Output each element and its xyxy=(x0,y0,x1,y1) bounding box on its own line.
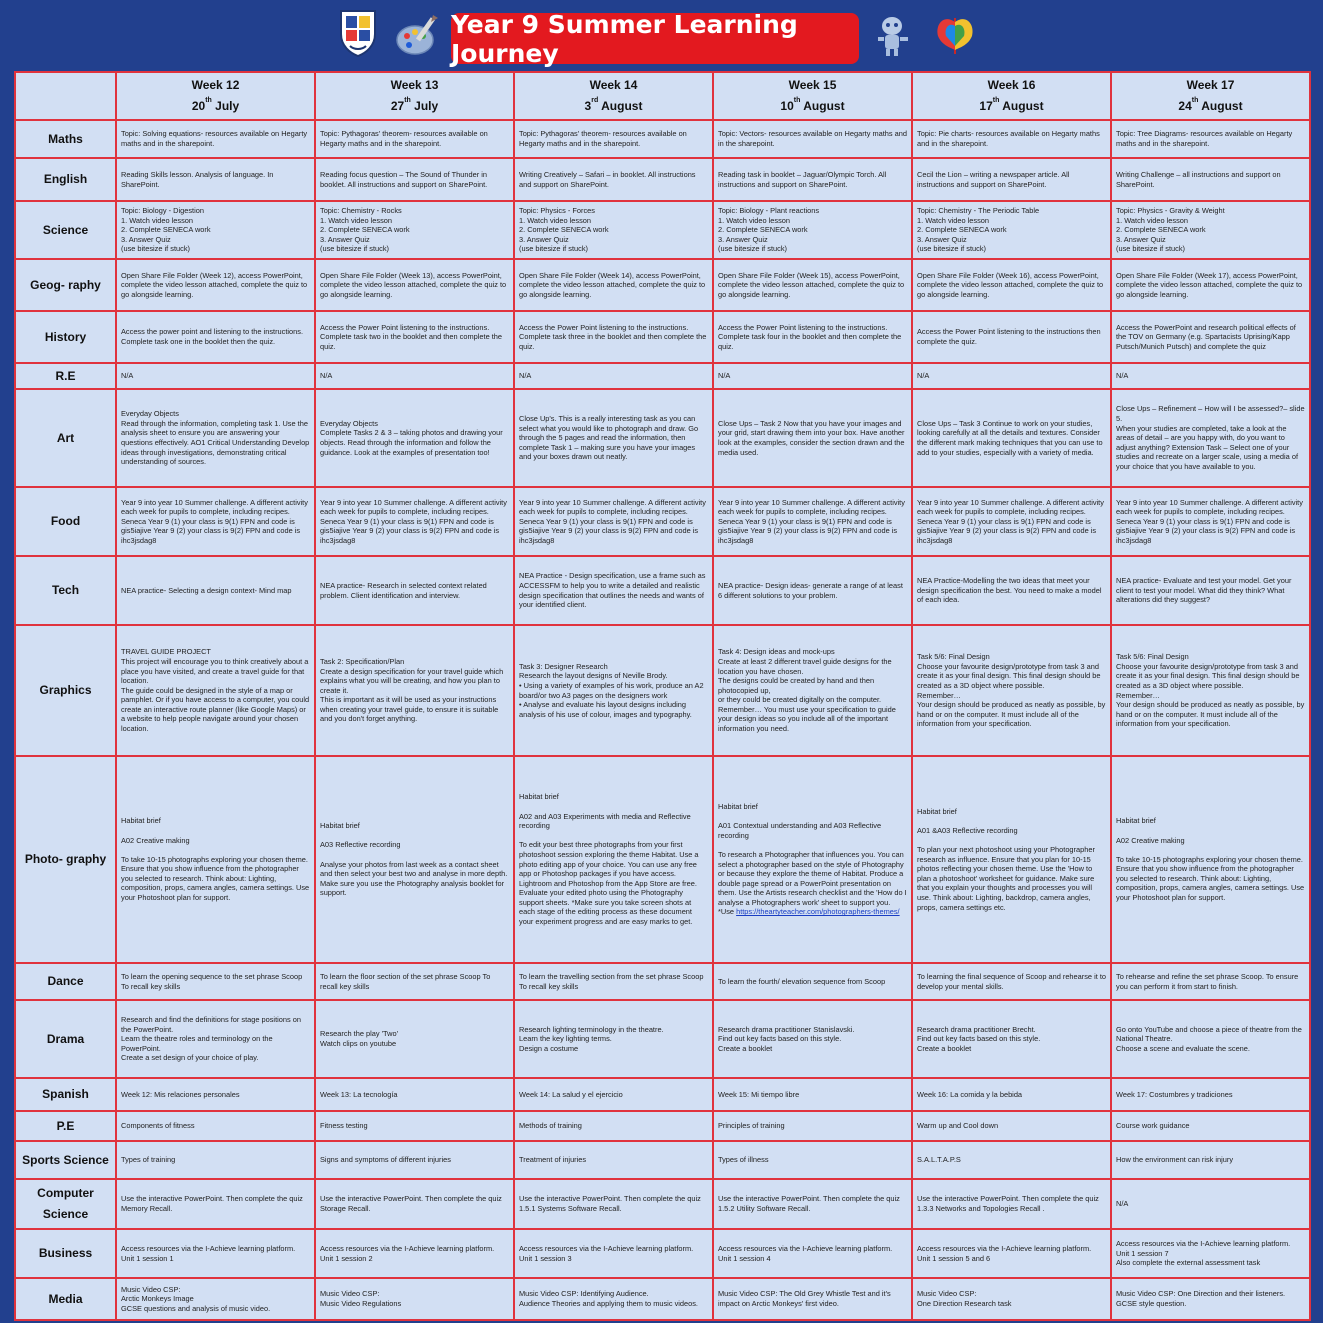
lesson-cell: Access resources via the I-Achieve learning platform. Unit 1 session 4 xyxy=(713,1229,912,1278)
lesson-cell: Topic: Pythagoras' theorem- resources available on Hegarty maths and in the sharepoint. xyxy=(514,120,713,158)
lesson-cell: Research drama practitioner Stanislavski. Find out key facts based on this style. Create a booklet xyxy=(713,1000,912,1078)
subject-row xyxy=(15,1141,1310,1179)
lesson-cell: Go onto YouTube and choose a piece of theatre from the National Theatre. Choose a scene and evaluate the scene. xyxy=(1111,1000,1310,1078)
lesson-cell: To learn the opening sequence to the set phrase Scoop To recall key skills xyxy=(116,963,315,1000)
lesson-cell: Access resources via the I-Achieve learning platform. Unit 1 session 2 xyxy=(315,1229,514,1278)
subject-label: Maths xyxy=(15,120,116,158)
lesson-cell: Access the Power Point listening to the instructions. Complete task two in the booklet and then complete the quiz. xyxy=(315,311,514,363)
lesson-cell: Reading task in booklet – Jaguar/Olympic Torch. All instructions and support on SharePoint. xyxy=(713,158,912,201)
lesson-cell: Close Ups – Task 3 Continue to work on your studies, looking carefully at all the details and textures. Consider the different mark making techniques that you can use to add to your studies, especially with a variety of media. xyxy=(912,389,1111,487)
lesson-cell: NEA practice- Design ideas- generate a range of at least 6 different solutions to your problem. xyxy=(713,556,912,625)
subject-row xyxy=(15,1000,1310,1078)
subject-row xyxy=(15,259,1310,311)
lesson-cell: Task 2: Specification/Plan Create a design specification for your travel guide which explains what you will be creating, and how you plan to create it. This is important as it will be used as your instructions when creating your travel guide, to ensure it is suitable and you don't forget anything. xyxy=(315,625,514,756)
lesson-cell: Week 13: La tecnología xyxy=(315,1078,514,1111)
lesson-cell: Topic: Chemistry - Rocks 1. Watch video lesson 2. Complete SENECA work 3. Answer Quiz (use bitesize if stuck) xyxy=(315,201,514,259)
lesson-cell: Methods of training xyxy=(514,1111,713,1141)
lesson-cell xyxy=(713,756,912,963)
lesson-cell: Year 9 into year 10 Summer challenge. A different activity each week for pupils to complete, including recipes. Seneca Year 9 (1) your class is 9(1) FPN and code is gis5iajive Year 9 (2) your class is 9(2) FPN and code is ihc3jsdag8 xyxy=(315,487,514,556)
lesson-cell: Open Share File Folder (Week 13), access PowerPoint, complete the video lesson attached, complete the quiz to go alongside learning. xyxy=(315,259,514,311)
lesson-cell: How the environment can risk injury xyxy=(1111,1141,1310,1179)
lesson-cell: Task 3: Designer Research Research the layout designs of Neville Brody. • Using a variety of examples of his work, produce an A2 board/or two A3 pages on the designers work • Analyse and evaluate his layout designs including analysis of his use of colour, images and typography. xyxy=(514,625,713,756)
lesson-cell: NEA practice- Selecting a design context- Mind map xyxy=(116,556,315,625)
week-header: Week 15 10th August xyxy=(713,72,912,120)
page-title: Year 9 Summer Learning Journey xyxy=(451,13,859,64)
lesson-cell: Access resources via the I-Achieve learning platform. Unit 1 session 7 Also complete the external assessment task xyxy=(1111,1229,1310,1278)
subject-row xyxy=(15,311,1310,363)
subject-label: Drama xyxy=(15,1000,116,1078)
lesson-cell: Open Share File Folder (Week 15), access PowerPoint, complete the video lesson attached, complete the quiz to go alongside learning. xyxy=(713,259,912,311)
subject-row xyxy=(15,1179,1310,1229)
lesson-cell: Habitat brief A02 Creative making To take 10-15 photographs exploring your chosen theme. Ensure that you show influence from the photographer you selected to research. Think about: Lighting, composition, props, camera angles, camera settings. Use your Photoshoot plan for support. xyxy=(1111,756,1310,963)
subject-label: English xyxy=(15,158,116,201)
lesson-cell: Everyday Objects Read through the information, completing task 1. Use the analysis sheet to ensure you are answering your questions effectively. AO1 Critical Understanding Develop ideas through investigations, demonstrating critical understanding of sources. xyxy=(116,389,315,487)
lesson-cell: To learn the fourth/ elevation sequence from Scoop xyxy=(713,963,912,1000)
subject-row xyxy=(15,487,1310,556)
subject-label: Media xyxy=(15,1278,116,1320)
subject-label: Photo- graphy xyxy=(15,756,116,963)
lesson-cell: Habitat brief A02 Creative making To take 10-15 photographs exploring your chosen theme. Ensure that you show influence from the photographer you selected to research. Think about: Lighting, composition, props, camera angles, camera settings. Use your Photoshoot plan for support. xyxy=(116,756,315,963)
lesson-cell: Open Share File Folder (Week 14), access PowerPoint, complete the video lesson attached, complete the quiz to go alongside learning. xyxy=(514,259,713,311)
lesson-cell: Writing Challenge – all instructions and support on SharePoint. xyxy=(1111,158,1310,201)
lesson-cell: Week 14: La salud y el ejercicio xyxy=(514,1078,713,1111)
lesson-cell: Fitness testing xyxy=(315,1111,514,1141)
subject-label: R.E xyxy=(15,363,116,389)
lesson-cell: Topic: Physics - Gravity & Weight 1. Watch video lesson 2. Complete SENECA work 3. Answer Quiz (use bitesize if stuck) xyxy=(1111,201,1310,259)
learning-journey-table xyxy=(14,71,1311,1321)
subject-label: Sports Science xyxy=(15,1141,116,1179)
lesson-cell: Week 16: La comida y la bebida xyxy=(912,1078,1111,1111)
lesson-cell: Use the interactive PowerPoint. Then complete the quiz 1.5.1 Systems Software Recall. xyxy=(514,1179,713,1229)
subject-row xyxy=(15,1229,1310,1278)
lesson-cell: Habitat brief A01 &A03 Reflective recording To plan your next photoshoot using your Photographer research as influence. Ensure that you plan for 10-15 photos reflecting your chosen theme. Use the 'How to plan a photoshoot' worksheet for guidance. Make sure that you explain your thoughts and processes you will use. Think about: Lighting, backdrop, camera angles, props, camera settings etc. xyxy=(912,756,1111,963)
week-header: Week 12 20th July xyxy=(116,72,315,120)
lesson-cell: Topic: Solving equations- resources available on Hegarty maths and in the sharepoint. xyxy=(116,120,315,158)
lesson-cell: S.A.L.T.A.P.S xyxy=(912,1141,1111,1179)
lesson-cell: Topic: Vectors- resources available on Hegarty maths and in the sharepoint. xyxy=(713,120,912,158)
lesson-cell: Year 9 into year 10 Summer challenge. A different activity each week for pupils to complete, including recipes. Seneca Year 9 (1) your class is 9(1) FPN and code is gis5iajive Year 9 (2) your class is 9(2) FPN and code is ihc3jsdag8 xyxy=(713,487,912,556)
lesson-cell: Principles of training xyxy=(713,1111,912,1141)
lesson-cell: Year 9 into year 10 Summer challenge. A different activity each week for pupils to complete, including recipes. Seneca Year 9 (1) your class is 9(1) FPN and code is gis5iajive Year 9 (2) your class is 9(2) FPN and code is ihc3jsdag8 xyxy=(912,487,1111,556)
subject-label: Dance xyxy=(15,963,116,1000)
lesson-cell: Writing Creatively – Safari – in booklet. All instructions and support on SharePoint. xyxy=(514,158,713,201)
lesson-cell: NEA practice- Evaluate and test your model. Get your client to test your model. What did they think? What alterations did they suggest? xyxy=(1111,556,1310,625)
lesson-cell: Task 5/6: Final Design Choose your favourite design/prototype from task 3 and create it as your final design. This final design should be created as a 3D object where possible. Remember… Your design should be produced as neatly as possible, by hand or on the computer. It must include all of the information from your specification. xyxy=(1111,625,1310,756)
subject-label: Computer Science xyxy=(15,1179,116,1229)
lesson-cell: Research lighting terminology in the theatre. Learn the key lighting terms. Design a costume xyxy=(514,1000,713,1078)
subject-row xyxy=(15,363,1310,389)
lesson-cell: Close Ups – Refinement – How will I be assessed?– slide 5. When your studies are completed, take a look at the areas of detail – are you happy with, do you want to adjust anything? Extension Task – Select one of your studies and recreate on a larger scale, using a media of your choice that you have available to you. xyxy=(1111,389,1310,487)
lesson-cell: Close Ups – Task 2 Now that you have your images and your grid, start drawing them into your box. Have another look at the examples, consider the section drawn and the media used. xyxy=(713,389,912,487)
lesson-cell: Task 4: Design ideas and mock-ups Create at least 2 different travel guide designs for the location you have chosen. The designs could be created by hand and then photocopied up, or they could be created digitally on the computer. Remember… You must use your specification to guide your design ideas so you include all of the important information you need. xyxy=(713,625,912,756)
subject-row xyxy=(15,120,1310,158)
header xyxy=(0,0,1323,70)
lesson-cell: N/A xyxy=(116,363,315,389)
subject-row xyxy=(15,963,1310,1000)
subject-row xyxy=(15,201,1310,259)
lesson-cell: Use the interactive PowerPoint. Then complete the quiz 1.3.3 Networks and Topologies Recall . xyxy=(912,1179,1111,1229)
lesson-cell: Components of fitness xyxy=(116,1111,315,1141)
subject-label: Food xyxy=(15,487,116,556)
lesson-cell: Course work guidance xyxy=(1111,1111,1310,1141)
lesson-cell: Use the interactive PowerPoint. Then complete the quiz Storage Recall. xyxy=(315,1179,514,1229)
lesson-cell: N/A xyxy=(1111,363,1310,389)
subject-label: Business xyxy=(15,1229,116,1278)
lesson-cell: Access resources via the I-Achieve learning platform. Unit 1 session 1 xyxy=(116,1229,315,1278)
subject-row xyxy=(15,1278,1310,1320)
subject-row xyxy=(15,1078,1310,1111)
lesson-cell: Reading focus question – The Sound of Thunder in booklet. All instructions and support on SharePoint. xyxy=(315,158,514,201)
lesson-cell: Access the Power Point listening to the instructions. Complete task three in the booklet and then complete the quiz. xyxy=(514,311,713,363)
lesson-cell: Week 15: Mi tiempo libre xyxy=(713,1078,912,1111)
lesson-cell: Use the interactive PowerPoint. Then complete the quiz 1.5.2 Utility Software Recall. xyxy=(713,1179,912,1229)
lesson-cell: Week 12: Mis relaciones personales xyxy=(116,1078,315,1111)
subject-label: Art xyxy=(15,389,116,487)
week-header: Week 17 24th August xyxy=(1111,72,1310,120)
lesson-cell: To learning the final sequence of Scoop and rehearse it to develop your mental skills. xyxy=(912,963,1111,1000)
lesson-cell: Warm up and Cool down xyxy=(912,1111,1111,1141)
subject-row xyxy=(15,556,1310,625)
lesson-cell: Topic: Physics - Forces 1. Watch video lesson 2. Complete SENECA work 3. Answer Quiz (use bitesize if stuck) xyxy=(514,201,713,259)
subject-label: Spanish xyxy=(15,1078,116,1111)
subject-label: History xyxy=(15,311,116,363)
subject-label: Tech xyxy=(15,556,116,625)
lesson-cell: Year 9 into year 10 Summer challenge. A different activity each week for pupils to complete, including recipes. Seneca Year 9 (1) your class is 9(1) FPN and code is gis5iajive Year 9 (2) your class is 9(2) FPN and code is ihc3jsdag8 xyxy=(116,487,315,556)
lesson-cell: Music Video CSP: One Direction Research task xyxy=(912,1278,1111,1320)
lesson-cell: Year 9 into year 10 Summer challenge. A different activity each week for pupils to complete, including recipes. Seneca Year 9 (1) your class is 9(1) FPN and code is gis5iajive Year 9 (2) your class is 9(2) FPN and code is ihc3jsdag8 xyxy=(1111,487,1310,556)
lesson-cell: Music Video CSP: One Direction and their listeners. GCSE style question. xyxy=(1111,1278,1310,1320)
lesson-cell: Access the PowerPoint and research political effects of the TOV on Germany (e.g. Spartacists Uprising/Kapp Putsch/Munich Putsch) and complete the quiz xyxy=(1111,311,1310,363)
photographers-themes-link[interactable]: https://theartyteacher.com/photographers-themes/ xyxy=(736,907,900,917)
art-palette-icon xyxy=(393,12,441,60)
lesson-cell: Topic: Pie charts- resources available on Hegarty maths and in the sharepoint. xyxy=(912,120,1111,158)
lesson-cell: Access the Power Point listening to the instructions. Complete task four in the booklet and then complete the quiz. xyxy=(713,311,912,363)
lesson-cell: Year 9 into year 10 Summer challenge. A different activity each week for pupils to complete, including recipes. Seneca Year 9 (1) your class is 9(1) FPN and code is gis5iajive Year 9 (2) your class is 9(2) FPN and code is ihc3jsdag8 xyxy=(514,487,713,556)
lesson-cell: Open Share File Folder (Week 17), access PowerPoint, complete the video lesson attached, complete the quiz to go alongside learning. xyxy=(1111,259,1310,311)
lesson-cell: Task 5/6: Final Design Choose your favourite design/prototype from task 3 and create it as your final design. This final design should be created as a 3D object where possible. Remember… Your design should be produced as neatly as possible, by hand or on the computer. It must include all of the information from your specification. xyxy=(912,625,1111,756)
lesson-cell: N/A xyxy=(912,363,1111,389)
week-header: Week 16 17th August xyxy=(912,72,1111,120)
lesson-cell: Topic: Tree Diagrams- resources available on Hegarty maths and in the sharepoint. xyxy=(1111,120,1310,158)
lesson-cell: N/A xyxy=(315,363,514,389)
lesson-cell: Types of training xyxy=(116,1141,315,1179)
lesson-cell: TRAVEL GUIDE PROJECT This project will encourage you to think creatively about a place you have visited, and create a travel guide for that location. The guide could be designed in the style of a map or pamphlet. Or if you have access to a computer, you could create an interactive route planner (like Google Maps) or a website to help people navigate around your chosen location. xyxy=(116,625,315,756)
lesson-cell: Music Video CSP: Identifying Audience. Audience Theories and applying them to music videos. xyxy=(514,1278,713,1320)
lesson-cell: Research and find the definitions for stage positions on the PowerPoint. Learn the theatre roles and terminology on the PowerPoint. Create a set design of your choice of play. xyxy=(116,1000,315,1078)
lesson-cell: Signs and symptoms of different injuries xyxy=(315,1141,514,1179)
subject-label: Science xyxy=(15,201,116,259)
lesson-cell: To learn the floor section of the set phrase Scoop To recall key skills xyxy=(315,963,514,1000)
lesson-cell: Topic: Pythagoras' theorem- resources available on Hegarty maths and in the sharepoint. xyxy=(315,120,514,158)
lesson-cell: Access resources via the I-Achieve learning platform. Unit 1 session 5 and 6 xyxy=(912,1229,1111,1278)
lesson-cell: Music Video CSP: Music Video Regulations xyxy=(315,1278,514,1320)
lesson-cell: Habitat brief A03 Reflective recording Analyse your photos from last week as a contact sheet and then select your best two and analyse in more depth. Make sure you use the Photography analysis booklet for support. xyxy=(315,756,514,963)
lesson-cell: Music Video CSP: The Old Grey Whistle Test and it's impact on Arctic Monkeys' first video. xyxy=(713,1278,912,1320)
lesson-cell: Topic: Chemistry - The Periodic Table 1. Watch video lesson 2. Complete SENECA work 3. Answer Quiz (use bitesize if stuck) xyxy=(912,201,1111,259)
lesson-cell: Use the interactive PowerPoint. Then complete the quiz Memory Recall. xyxy=(116,1179,315,1229)
lesson-cell: Types of illness xyxy=(713,1141,912,1179)
lesson-cell: To learn the travelling section from the set phrase Scoop To recall key skills xyxy=(514,963,713,1000)
lesson-cell: Open Share File Folder (Week 16), access PowerPoint, complete the video lesson attached, complete the quiz to go alongside learning. xyxy=(912,259,1111,311)
lesson-cell: Access resources via the I-Achieve learning platform. Unit 1 session 3 xyxy=(514,1229,713,1278)
subject-label: Geog- raphy xyxy=(15,259,116,311)
subject-row xyxy=(15,389,1310,487)
lesson-cell: Treatment of injuries xyxy=(514,1141,713,1179)
week-header-row xyxy=(15,72,1310,120)
lesson-cell: Reading Skills lesson. Analysis of language. In SharePoint. xyxy=(116,158,315,201)
lesson-cell: Access the Power Point listening to the instructions then complete the quiz. xyxy=(912,311,1111,363)
lesson-cell: To rehearse and refine the set phrase Scoop. To ensure you can perform it from start to finish. xyxy=(1111,963,1310,1000)
subject-label: Graphics xyxy=(15,625,116,756)
lesson-cell: NEA Practice-Modelling the two ideas that meet your design specification the best. You need to make a model of each idea. xyxy=(912,556,1111,625)
robot-mascot-icon xyxy=(872,12,914,58)
lesson-cell: Everyday Objects Complete Tasks 2 & 3 – taking photos and drawing your objects. Read through the information and follow the guidance. Look at the examples of presentation too! xyxy=(315,389,514,487)
lesson-cell: Research drama practitioner Brecht. Find out key facts based on this style. Create a booklet xyxy=(912,1000,1111,1078)
lesson-cell: NEA Practice - Design specification, use a frame such as ACCESSFM to help you to write a detailed and realistic design specification that outlines the needs and wants of your identified client. xyxy=(514,556,713,625)
school-crest-logo xyxy=(338,8,378,58)
week-header: Week 13 27th July xyxy=(315,72,514,120)
lesson-cell: Access the power point and listening to the instructions. Complete task one in the booklet then the quiz. xyxy=(116,311,315,363)
colourful-leaf-logo xyxy=(932,10,978,56)
lesson-cell: Week 17: Costumbres y tradiciones xyxy=(1111,1078,1310,1111)
corner-cell xyxy=(15,72,116,120)
subject-row xyxy=(15,1111,1310,1141)
lesson-cell: Open Share File Folder (Week 12), access PowerPoint, complete the video lesson attached, complete the quiz to go alongside learning. xyxy=(116,259,315,311)
lesson-cell: N/A xyxy=(1111,1179,1310,1229)
lesson-cell: Research the play 'Two' Watch clips on youtube xyxy=(315,1000,514,1078)
subject-row xyxy=(15,158,1310,201)
lesson-cell: Music Video CSP: Arctic Monkeys Image GCSE questions and analysis of music video. xyxy=(116,1278,315,1320)
lesson-cell: Topic: Biology - Digestion 1. Watch video lesson 2. Complete SENECA work 3. Answer Quiz (use bitesize if stuck) xyxy=(116,201,315,259)
subject-row xyxy=(15,625,1310,756)
week-header: Week 14 3rd August xyxy=(514,72,713,120)
lesson-cell: Habitat brief A02 and A03 Experiments with media and Reflective recording To edit your best three photographs from your first photoshoot session exploring the theme Habitat. Use a photo editing app of your choice. You can use any free app or Photoshop packages if you have access. Lightroom and Photoshop from the App Store are free. Evaluate your edited photo using the Photography support sheets. *Make sure you take screen shots at each stage of the editing process as these document your experiment progress and are easy marks to get. xyxy=(514,756,713,963)
subject-row xyxy=(15,756,1310,963)
lesson-cell-text: Habitat brief A01 Contextual understanding and A03 Reflective recording To research a Photographer that influences you. You can select a photographer based on the style of Photography or because they explore the theme of Habitat. Produce a double page spread or a PowerPoint presentation on them. Use the Artists research checklist and the 'How do I analyse a Photographers work' sheet to support you. *Use xyxy=(718,801,907,917)
subject-label: P.E xyxy=(15,1111,116,1141)
lesson-cell: N/A xyxy=(514,363,713,389)
lesson-cell: Topic: Biology - Plant reactions 1. Watch video lesson 2. Complete SENECA work 3. Answer Quiz (use bitesize if stuck) xyxy=(713,201,912,259)
lesson-cell: N/A xyxy=(713,363,912,389)
lesson-cell: Cecil the Lion – writing a newspaper article. All instructions and support on SharePoint. xyxy=(912,158,1111,201)
lesson-cell: NEA practice- Research in selected context related problem. Client identification and interview. xyxy=(315,556,514,625)
lesson-cell: Close Up's. This is a really interesting task as you can select what you would like to photograph and draw. Go through the 5 pages and read the information, then complete Task 1 – making sure you have your images and your boxes drawn out neatly. xyxy=(514,389,713,487)
